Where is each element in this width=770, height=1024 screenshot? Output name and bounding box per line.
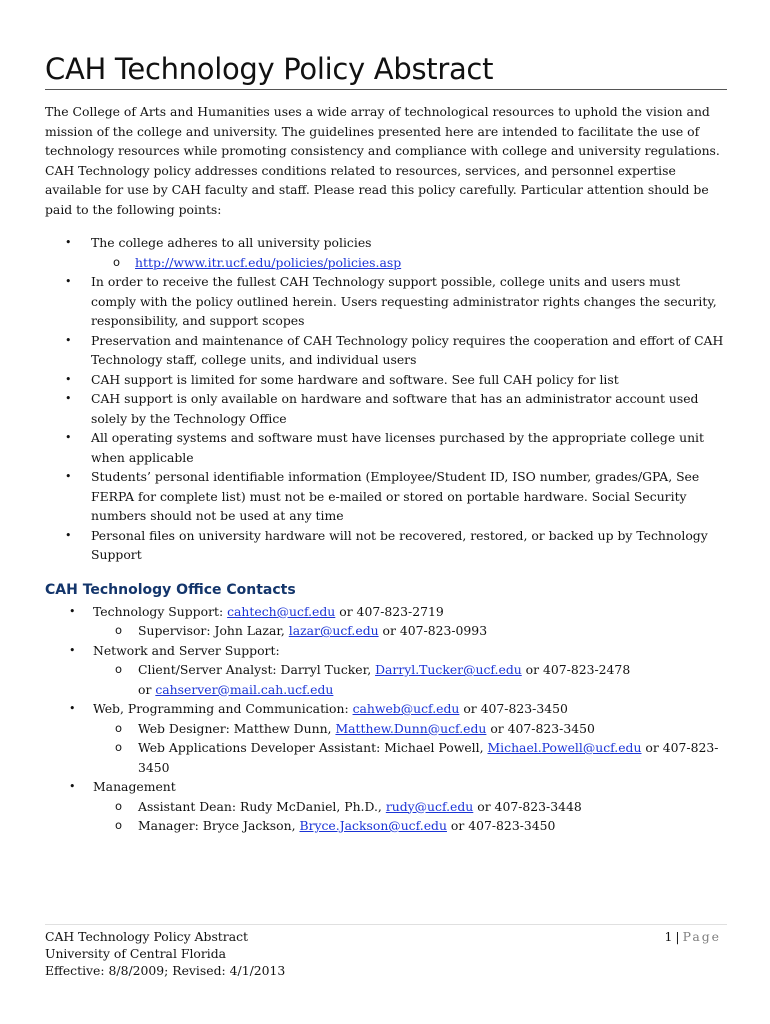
list-item: • Students’ personal identifiable information (Employee/Student ID, ISO number, grades/GPA, See FERPA for complete list) must not be e-mailed or stored on portable hardware. Social Security numbers should not be used at any time [65, 469, 700, 523]
circle-bullet-icon: o [115, 662, 123, 676]
contact-group-network: • Network and Server Support: o Client/Server Analyst: Darryl Tucker, Darryl.Tucker@ucf.edu or 407-823-2478 or cahserver@mail.cah.ucf.edu [45, 641, 727, 700]
bullet-icon: • [65, 528, 72, 542]
list-item: • CAH support is only available on hardware and software that has an administrator account used solely by the Technology Office [65, 391, 699, 426]
contact-group-tech-support: • Technology Support: cahtech@ucf.edu or 407-823-2719 o Supervisor: John Lazar, lazar@ucf.edu or 407-823-0993 [45, 602, 727, 641]
bullet-icon: • [69, 780, 76, 793]
bullet-icon: • [69, 643, 76, 657]
list-item: • The college adheres to all university policies o http://www.itr.ucf.edu/policies/policies.asp [45, 233, 727, 272]
contact-group-web: • Web, Programming and Communication: cahweb@ucf.edu or 407-823-3450 o Web Designer: Matthew Dunn, Matthew.Dunn@ucf.edu or 407-823-3450 o Web Applications Developer Assistant: Michael Powell, Michael.Powell@ucf.edu or 407-823-3450 [45, 699, 727, 777]
contact-person: o Assistant Dean: Rudy McDaniel, Ph.D., rudy@ucf.edu or 407-823-3448 [45, 797, 727, 817]
bullet-icon: • [65, 333, 72, 347]
email-link[interactable]: lazar@ucf.edu [288, 623, 379, 638]
bullet-icon: • [65, 236, 72, 249]
footer-institution: University of Central Florida [45, 946, 227, 961]
bullet-icon: • [65, 431, 72, 444]
email-link[interactable]: cahserver@mail.cah.ucf.edu [155, 681, 334, 697]
list-item: • CAH support is limited for some hardware and software. See full CAH policy for list [45, 370, 727, 390]
circle-bullet-icon: o [115, 798, 123, 813]
title-divider [45, 89, 727, 90]
page-title: CAH Technology Policy Abstract [45, 52, 494, 86]
contacts-list [45, 602, 727, 836]
contact-person: o Client/Server Analyst: Darryl Tucker, Darryl.Tucker@ucf.edu or 407-823-2478 [45, 660, 727, 680]
bullet-icon: • [65, 372, 72, 386]
circle-bullet-icon: o [115, 720, 123, 735]
contact-person: o Web Designer: Matthew Dunn, Matthew.Dunn@ucf.edu or 407-823-3450 [45, 719, 727, 739]
circle-bullet-icon: o [115, 818, 123, 832]
contact-person: o Supervisor: John Lazar, lazar@ucf.edu or 407-823-0993 [45, 621, 727, 641]
list-item: • Preservation and maintenance of CAH Technology policy requires the cooperation and effort of CAH Technology staff, college units, and individual users [65, 332, 724, 367]
bullet-icon: • [65, 470, 72, 483]
list-item: • All operating systems and software must have licenses purchased by the appropriate college unit when applicable [65, 430, 704, 465]
contacts-heading: CAH Technology Office Contacts [45, 581, 296, 598]
email-link[interactable]: rudy@ucf.edu [385, 798, 474, 814]
bullet-icon: • [65, 392, 72, 405]
bullet-icon: • [69, 702, 76, 715]
circle-bullet-icon: o [113, 254, 121, 269]
email-link[interactable]: Matthew.Dunn@ucf.edu [335, 720, 487, 736]
bullet-icon: • [65, 275, 72, 288]
sub-list-item [45, 253, 727, 273]
email-link[interactable]: Darryl.Tucker@ucf.edu [375, 662, 522, 677]
footer-divider [45, 924, 727, 925]
contact-person: o Manager: Bryce Jackson, Bryce.Jackson@ucf.edu or 407-823-3450 [45, 816, 727, 836]
contact-group-management: • Management o Assistant Dean: Rudy McDaniel, Ph.D., rudy@ucf.edu or 407-823-3448 o Manager: Bryce Jackson, Bryce.Jackson@ucf.edu or 407-823-3450 [45, 777, 727, 836]
list-item: • In order to receive the fullest CAH Technology support possible, college units and users must comply with the policy outlined herein. Users requesting administrator rights changes the security, responsibility, and support scopes [65, 274, 717, 328]
page-footer [45, 928, 285, 979]
circle-bullet-icon: o [115, 740, 123, 754]
email-link[interactable]: Bryce.Jackson@ucf.edu [299, 818, 447, 833]
policy-points-list [45, 233, 727, 565]
circle-bullet-icon: o [115, 623, 123, 637]
contact-alt-line: or cahserver@mail.cah.ucf.edu [138, 681, 334, 697]
email-link[interactable]: cahweb@ucf.edu [352, 701, 460, 716]
bullet-icon: • [69, 604, 76, 618]
list-item: • Personal files on university hardware will not be recovered, restored, or backed up by Technology Support [65, 527, 708, 562]
email-link[interactable]: cahtech@ucf.edu [227, 603, 336, 619]
email-link[interactable]: Michael.Powell@ucf.edu [487, 740, 642, 755]
contact-person: o Web Applications Developer Assistant: Michael Powell, Michael.Powell@ucf.edu or 407-823-3450 [115, 740, 719, 775]
footer-dates: Effective: 8/8/2009; Revised: 4/1/2013 [45, 963, 286, 978]
page-number: 1 | Page [664, 929, 721, 944]
policies-link[interactable]: http://www.itr.ucf.edu/policies/policies.asp [135, 254, 402, 270]
intro-paragraph: The College of Arts and Humanities uses a wide array of technological resources to uphold the vision and mission of the college and university. The guidelines presented here are intended to facilitate the use of technology resources while promoting consistency and compliance with college and university regulations. CAH Technology policy addresses conditions related to resources, services, and personnel expertise available for use by CAH faculty and staff. Please read this policy carefully. Particular attention should be paid to the following points: [45, 104, 720, 217]
footer-doc-title: CAH Technology Policy Abstract [45, 929, 249, 944]
document-page [45, 0, 727, 836]
